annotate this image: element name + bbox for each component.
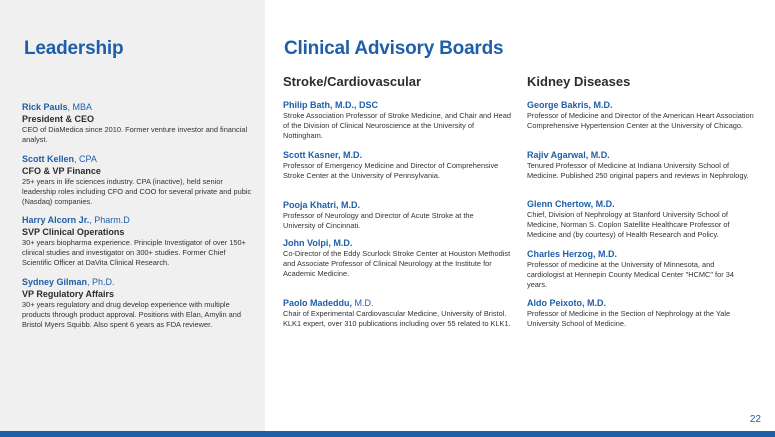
leader-name: Rick Pauls, MBA [22, 102, 93, 112]
advisor-description: Chief, Division of Nephrology at Stanford University School of Medicine, Norman S. Coplon Satellite Healthcare Professor of Medicine and (by courtesy) of Health Research and Policy. [527, 210, 730, 240]
advisor-description: Stroke Association Professor of Stroke Medicine, and Chair and Head of the Division of Clinical Neuroscience at the University of Nottingham. [283, 111, 511, 141]
advisor-card [283, 237, 515, 280]
advisor-description: Professor of Medicine and Director of the American Heart Association Comprehensive Hypertension Center at the University of Chicago. [527, 111, 754, 131]
leadership-title: Leadership [24, 38, 124, 59]
advisor-card [283, 99, 515, 142]
advisor-card [527, 99, 755, 131]
advisor-description: Chair of Experimental Cardiovascular Medicine, University of Bristol. KLK1 expert, over 310 publications including over 55 related to KLK1. [283, 309, 511, 329]
advisor-card [283, 199, 508, 231]
advisor-description: Professor of Emergency Medicine and Director of Comprehensive Stroke Center at the University of Pennsylvania. [283, 161, 499, 181]
leader-role: SVP Clinical Operations [22, 227, 125, 237]
leader-description: CEO of DiaMedica since 2010. Former venture investor and financial analyst. [22, 125, 248, 145]
leader-name: Scott Kellen, CPA [22, 154, 97, 164]
advisor-description: Professor of Neurology and Director of Acute Stroke at the University of Cincinnati. [283, 211, 474, 231]
advisor-card [527, 248, 749, 291]
advisory-boards-panel [265, 0, 775, 431]
advisor-card [283, 297, 511, 329]
advisor-card [283, 149, 503, 181]
leader-card [22, 153, 252, 208]
leader-role: President & CEO [22, 114, 95, 124]
stroke-heading: Stroke/Cardiovascular [283, 74, 422, 89]
advisor-card [527, 198, 757, 241]
advisor-card [527, 149, 752, 181]
advisor-description: Co-Director of the Eddy Scurlock Stroke Center at Houston Methodist and Associate Professor of Clinical Neurology at the Institute for Academic Medicine. [283, 249, 511, 279]
advisor-name: Scott Kasner, M.D. [283, 150, 363, 160]
advisor-name: Charles Herzog, M.D. [527, 249, 618, 259]
leader-role: CFO & VP Finance [22, 166, 101, 176]
footer-accent-bar [0, 431, 775, 437]
advisor-name: Paolo Madeddu, M.D. [283, 298, 374, 308]
advisor-name: Aldo Peixoto, M.D. [527, 298, 607, 308]
leader-description: 30+ years biopharma experience. Principle Investigator of over 150+ clinical studies and investigator on 300+ studies. Former Chief Scientific Officer at DaVita Clinical Research. [22, 238, 246, 268]
advisor-description: Professor of Medicine in the Section of Nephrology at the Yale University School of Medicine. [527, 309, 731, 329]
advisor-description: Tenured Professor of Medicine at Indiana University School of Medicine. Published 250 original papers and reviews in Nephrology. [527, 161, 749, 181]
leader-card [22, 101, 250, 145]
advisor-name: George Bakris, M.D. [527, 100, 613, 110]
leader-card [22, 214, 254, 269]
advisor-card [527, 297, 753, 329]
advisor-name: Rajiv Agarwal, M.D. [527, 150, 610, 160]
page-number: 22 [749, 414, 761, 425]
leader-role: VP Regulatory Affairs [22, 289, 115, 299]
advisor-name: Glenn Chertow, M.D. [527, 199, 615, 209]
leader-description: 25+ years in life sciences industry. CPA (inactive), held senior leadership roles including CFO and COO for several private and pubic (Nasdaq) companies. [22, 177, 252, 207]
advisor-description: Professor of medicine at the University of Minnesota, and cardiologist at Hennepin County Medical Center "HCMC" for 34 years. [527, 260, 734, 290]
leader-name: Harry Alcorn Jr., Pharm.D [22, 215, 130, 225]
boards-title: Clinical Advisory Boards [284, 38, 504, 59]
leader-card [22, 276, 256, 331]
advisor-name: Philip Bath, M.D., DSC [283, 100, 379, 110]
advisor-name: John Volpi, M.D. [283, 238, 353, 248]
leadership-panel [0, 0, 265, 431]
leader-name: Sydney Gilman, Ph.D. [22, 277, 115, 287]
advisor-name: Pooja Khatri, M.D. [283, 200, 361, 210]
leader-description: 30+ years regulatory and drug develop experience with multiple products through product approval. Positions with Elan, Amylin and Bristol Myers Squibb. Also spent 6 years as FDA reviewer. [22, 300, 241, 330]
kidney-heading: Kidney Diseases [527, 74, 631, 89]
